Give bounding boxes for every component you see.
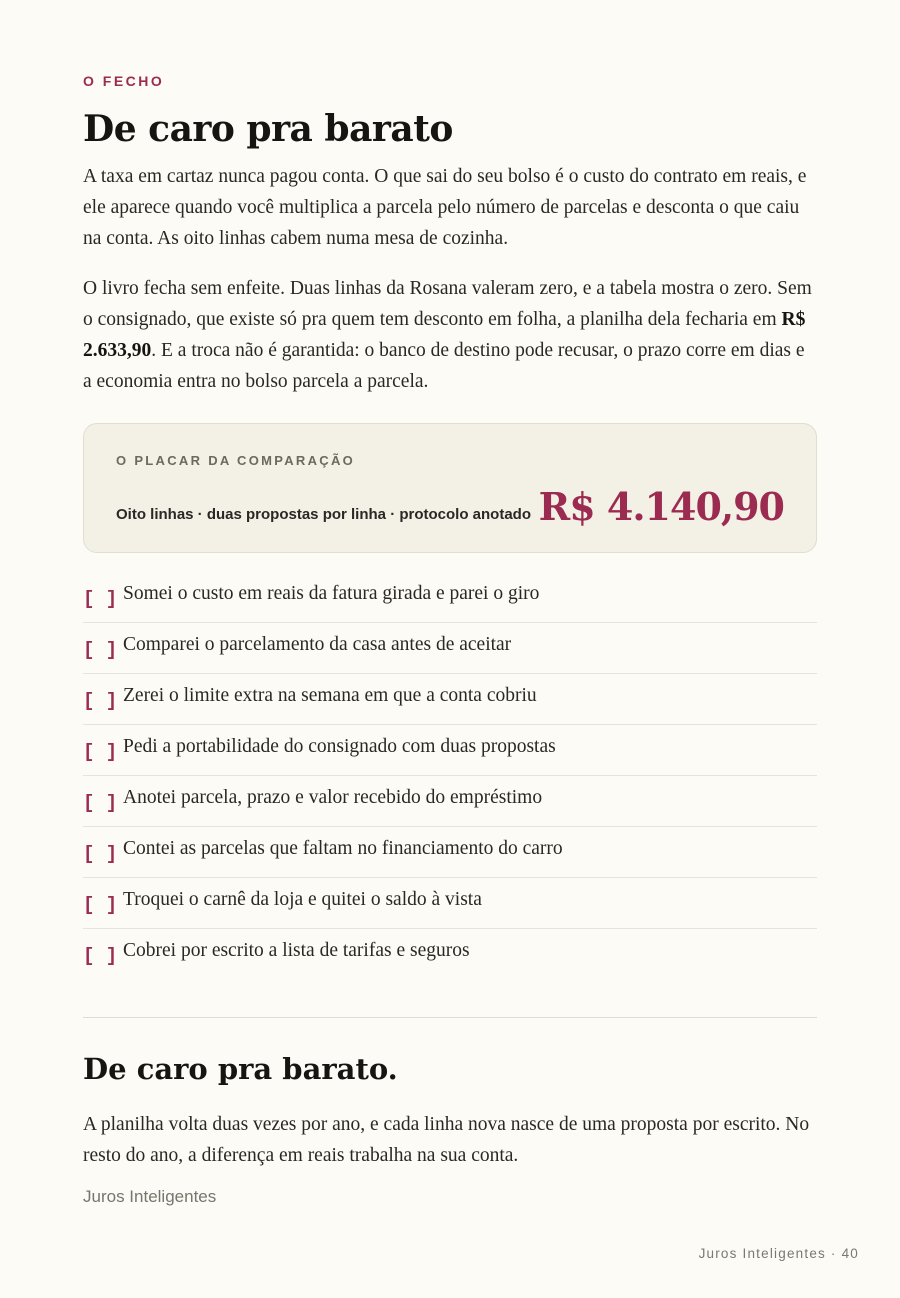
closing-paragraph: A planilha volta duas vezes por ano, e cada linha nova nasce de uma proposta por escrito. No resto do ano, a diferença em reais trabalha na sua conta. bbox=[83, 1114, 810, 1166]
section-divider bbox=[83, 1017, 817, 1018]
checkbox-icon[interactable]: [ ] bbox=[83, 588, 118, 610]
summary-amount: R$ 2.633,90 bbox=[83, 309, 806, 361]
checklist-item[interactable] bbox=[83, 623, 817, 674]
checklist-item[interactable] bbox=[83, 674, 817, 725]
intro-paragraph: A taxa em cartaz nunca pagou conta. O que sai do seu bolso é o custo do contrato em reais, e ele aparece quando você multiplica a parcela pelo número de parcelas e desconta o que caiu na conta. As oito linhas cabem numa mesa de cozinha. bbox=[83, 166, 807, 249]
summary-text-start: O livro fecha sem enfeite. Duas linhas da Rosana valeram zero, e a tabela mostra o zero. Sem o consignado, que existe só pra quem tem desconto em folha, a planilha dela fecharia em bbox=[83, 278, 812, 330]
scoreboard-total: R$ 4.140,90 bbox=[538, 484, 784, 529]
checklist-item-label: Zerei o limite extra na semana em que a conta cobriu bbox=[123, 685, 537, 706]
checklist-item[interactable] bbox=[83, 725, 817, 776]
checklist-item[interactable] bbox=[83, 827, 817, 878]
scoreboard-kicker: O PLACAR DA COMPARAÇÃO bbox=[116, 453, 356, 468]
checklist-item-label: Contei as parcelas que faltam no financiamento do carro bbox=[123, 838, 563, 859]
checklist-item-label: Troquei o carnê da loja e quitei o saldo à vista bbox=[123, 889, 482, 910]
checklist bbox=[83, 572, 817, 979]
summary-text-end: . E a troca não é garantida: o banco de destino pode recusar, o prazo corre em dias e a economia entra no bolso parcela a parcela. bbox=[83, 340, 805, 392]
scoreboard-card bbox=[83, 423, 817, 553]
checklist-item-label: Anotei parcela, prazo e valor recebido do empréstimo bbox=[123, 787, 543, 808]
checkbox-icon[interactable]: [ ] bbox=[83, 894, 118, 916]
checkbox-icon[interactable]: [ ] bbox=[83, 792, 118, 814]
closing-title: De caro pra barato. bbox=[83, 1052, 398, 1086]
checkbox-icon[interactable]: [ ] bbox=[83, 690, 118, 712]
checklist-item-label: Comparei o parcelamento da casa antes de aceitar bbox=[123, 634, 512, 655]
checklist-item[interactable] bbox=[83, 929, 817, 979]
checkbox-icon[interactable]: [ ] bbox=[83, 639, 118, 661]
checkbox-icon[interactable]: [ ] bbox=[83, 843, 118, 865]
checklist-item[interactable] bbox=[83, 572, 817, 623]
checklist-item-label: Cobrei por escrito a lista de tarifas e seguros bbox=[123, 940, 470, 961]
checklist-item[interactable] bbox=[83, 878, 817, 929]
summary-paragraph bbox=[83, 273, 817, 397]
checklist-item-label: Somei o custo em reais da fatura girada e parei o giro bbox=[123, 583, 540, 604]
page-title: De caro pra barato bbox=[83, 108, 453, 150]
page-footer: Juros Inteligentes · 40 bbox=[698, 1246, 859, 1261]
checkbox-icon[interactable]: [ ] bbox=[83, 741, 118, 763]
checklist-item-label: Pedi a portabilidade do consignado com duas propostas bbox=[123, 736, 556, 757]
section-eyebrow: O FECHO bbox=[83, 73, 165, 89]
checkbox-icon[interactable]: [ ] bbox=[83, 945, 118, 967]
closing-signature: Juros Inteligentes bbox=[83, 1187, 217, 1206]
checklist-item[interactable] bbox=[83, 776, 817, 827]
scoreboard-subtitle: Oito linhas · duas propostas por linha · protocolo anotado bbox=[116, 506, 532, 523]
